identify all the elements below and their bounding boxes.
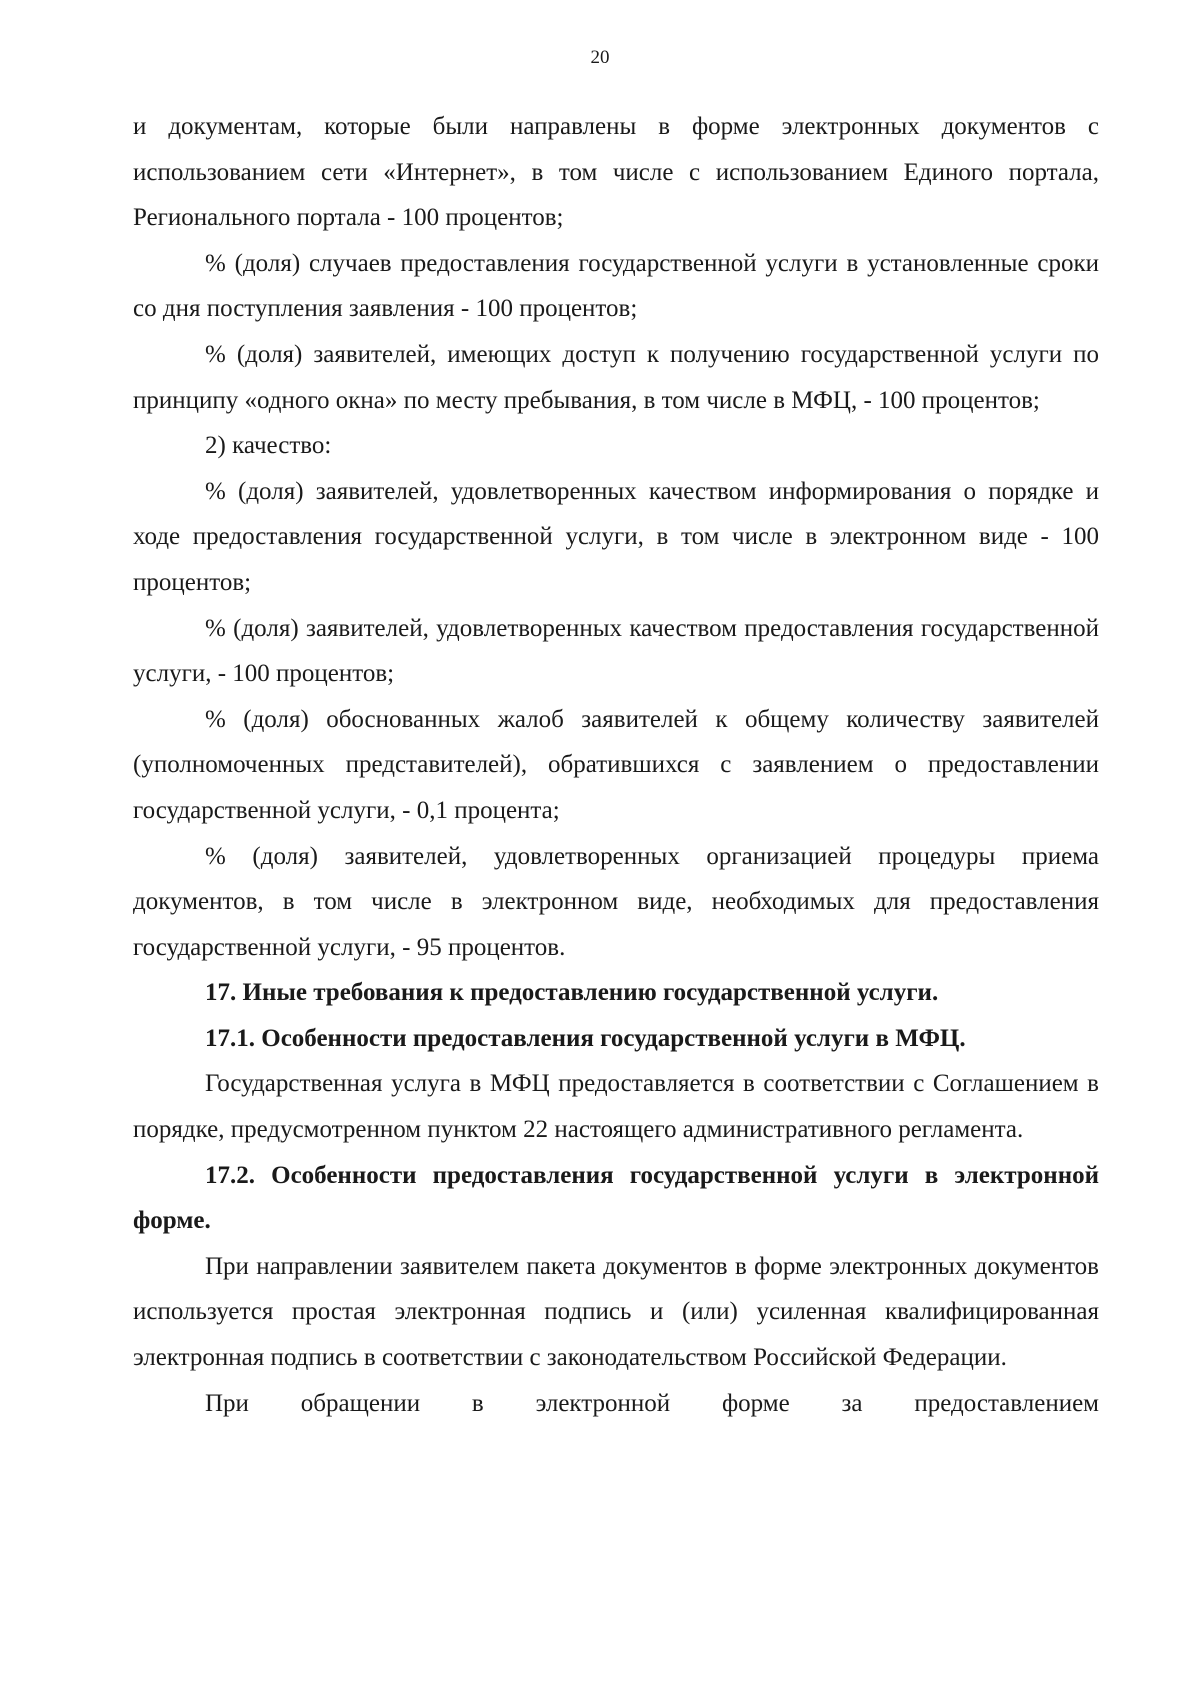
- paragraph: % (доля) случаев предоставления государственной услуги в установленные сроки со дня поступления заявления - 100 процентов;: [133, 249, 1099, 323]
- paragraph: и документам, которые были направлены в форме электронных документов с использованием сети «Интернет», в том числе с использованием Единого портала, Регионального портала - 100 процентов;: [133, 113, 1099, 232]
- subsection-heading: 17.2. Особенности предоставления государственной услуги в электронной форме.: [133, 1161, 1099, 1235]
- subsection-heading: 17.1. Особенности предоставления государственной услуги в МФЦ.: [205, 1024, 966, 1052]
- paragraph: При направлении заявителем пакета документов в форме электронных документов используется простая электронная подпись и (или) усиленная квалифицированная электронная подпись в соответствии с законодательством Российской Федерации.: [133, 1252, 1099, 1372]
- section-heading: 17. Иные требования к предоставлению государственной услуги.: [205, 979, 939, 1007]
- paragraph: % (доля) заявителей, удовлетворенных организацией процедуры приема документов, в том числе в электронном виде, необходимых для предоставления государственной услуги, - 95 процентов.: [133, 842, 1099, 961]
- paragraph: При обращении в электронной форме за предоставлением: [205, 1389, 1099, 1417]
- paragraph: % (доля) заявителей, имеющих доступ к получению государственной услуги по принципу «одного окна» по месту пребывания, в том числе в МФЦ, - 100 процентов;: [133, 340, 1099, 414]
- paragraph: Государственная услуга в МФЦ предоставляется в соответствии с Соглашением в порядке, предусмотренном пунктом 22 настоящего административного регламента.: [133, 1070, 1099, 1144]
- paragraph: % (доля) заявителей, удовлетворенных качеством информирования о порядке и ходе предоставления государственной услуги, в том числе в электронном виде - 100 процентов;: [133, 477, 1099, 596]
- page-number: 20: [590, 47, 610, 68]
- paragraph: 2) качество:: [205, 432, 332, 460]
- paragraph: % (доля) заявителей, удовлетворенных качеством предоставления государственной услуги, - 100 процентов;: [133, 614, 1099, 688]
- paragraph: % (доля) обоснованных жалоб заявителей к общему количеству заявителей (уполномоченных представителей), обратившихся с заявлением о предоставлении государственной услуги, - 0,1 процента;: [133, 705, 1099, 824]
- document-body: [133, 104, 1099, 1426]
